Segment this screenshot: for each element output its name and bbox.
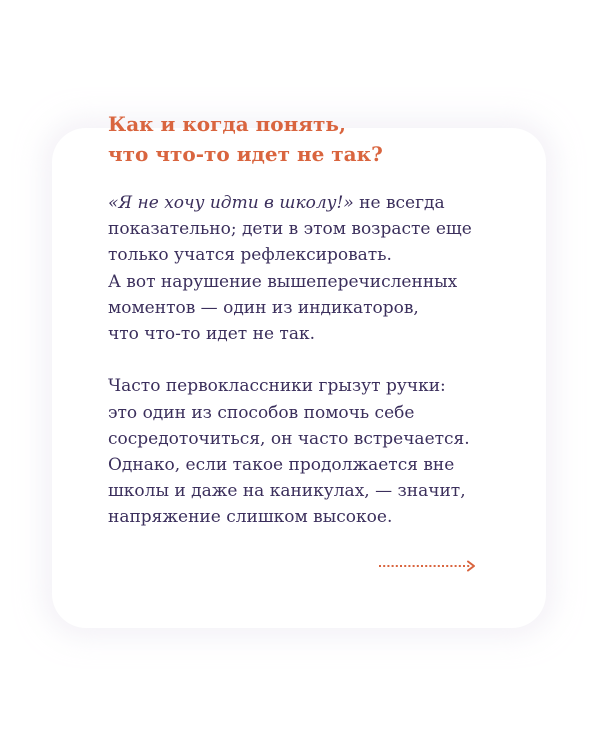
paragraph-2-line-3: сосредоточиться, он часто встречается. [108,428,470,449]
body-text [108,190,472,531]
paragraph-gap [108,347,472,373]
paragraph-1-line-3: только учатся рефлексировать. [108,245,392,266]
dotted-arrow-right-icon[interactable] [378,559,478,573]
paragraph-1-line-2: показательно; дети в этом возрасте еще [108,219,472,240]
page-title [108,109,383,169]
quote-continuation: не всегда [353,193,445,213]
paragraph-2-line-2: это один из способов помочь себе [108,402,415,423]
paragraph-2-line-4: Однако, если такое продолжается вне [108,455,455,476]
paragraph-1-line-4: А вот нарушение вышеперечисленных [108,271,458,292]
paragraph-1-line-1 [108,190,472,216]
title-line-1: Как и когда понять, [108,112,346,136]
paragraph-2-line-5: школы и даже на каникулах, — значит, [108,481,466,502]
title-line-2: что что-то идет не так? [108,142,383,166]
child-quote: «Я не хочу идти в школу!» [108,193,354,213]
paragraph-1-line-6: что что-то идет не так. [108,324,315,345]
paragraph-2-line-6: напряжение слишком высокое. [108,507,393,528]
paragraph-2-line-1: Часто первоклассники грызут ручки: [108,376,446,397]
paragraph-1-line-5: моментов — один из индикаторов, [108,297,419,318]
